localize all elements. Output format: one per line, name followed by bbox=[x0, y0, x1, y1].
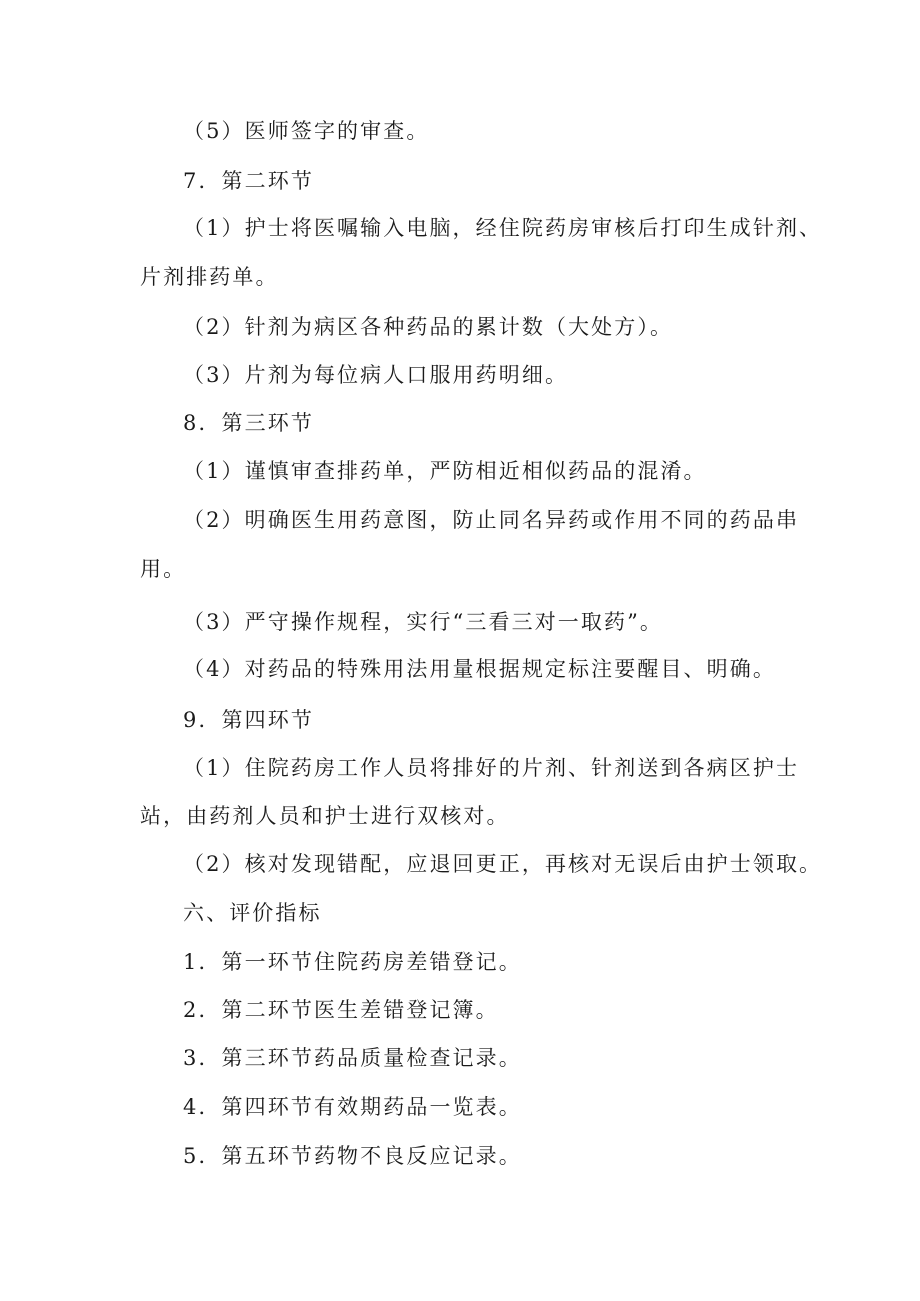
list-item: 1．第一环节住院药房差错登记。 bbox=[183, 950, 522, 974]
section-heading: 8．第三环节 bbox=[183, 411, 314, 435]
section-heading: 9．第四环节 bbox=[183, 708, 314, 732]
paragraph-line: 用。 bbox=[140, 557, 187, 581]
list-item: 2．第二环节医生差错登记簿。 bbox=[183, 998, 499, 1022]
paragraph-line: （1）谨慎审查排药单，严防相近相似药品的混淆。 bbox=[183, 459, 707, 483]
paragraph-line: 站，由药剂人员和护士进行双核对。 bbox=[140, 804, 510, 828]
paragraph-line: （1）住院药房工作人员将排好的片剂、针剂送到各病区护士 bbox=[183, 756, 800, 780]
paragraph-line: （2）核对发现错配，应退回更正，再核对无误后由护士领取。 bbox=[183, 852, 823, 876]
list-item: 3．第三环节药品质量检查记录。 bbox=[183, 1046, 522, 1070]
paragraph-line: （1）护士将医嘱输入电脑，经住院药房审核后打印生成针剂、 bbox=[183, 216, 823, 240]
paragraph-line: （4）对药品的特殊用法用量根据规定标注要醒目、明确。 bbox=[183, 657, 776, 681]
paragraph-line: （3）片剂为每位病人口服用药明细。 bbox=[183, 363, 569, 387]
paragraph-line: （3）严守操作规程，实行“三看三对一取药”。 bbox=[183, 610, 664, 634]
list-item: 5．第五环节药物不良反应记录。 bbox=[183, 1144, 522, 1168]
paragraph-line: （2）针剂为病区各种药品的累计数（大处方）。 bbox=[183, 315, 674, 339]
section-heading: 7．第二环节 bbox=[183, 169, 314, 193]
paragraph-line: （2）明确医生用药意图，防止同名异药或作用不同的药品串 bbox=[183, 508, 800, 532]
paragraph-line: （5）医师签字的审查。 bbox=[183, 119, 430, 143]
section-heading: 六、评价指标 bbox=[183, 901, 322, 925]
list-item: 4．第四环节有效期药品一览表。 bbox=[183, 1095, 522, 1119]
paragraph-line: 片剂排药单。 bbox=[140, 265, 279, 289]
